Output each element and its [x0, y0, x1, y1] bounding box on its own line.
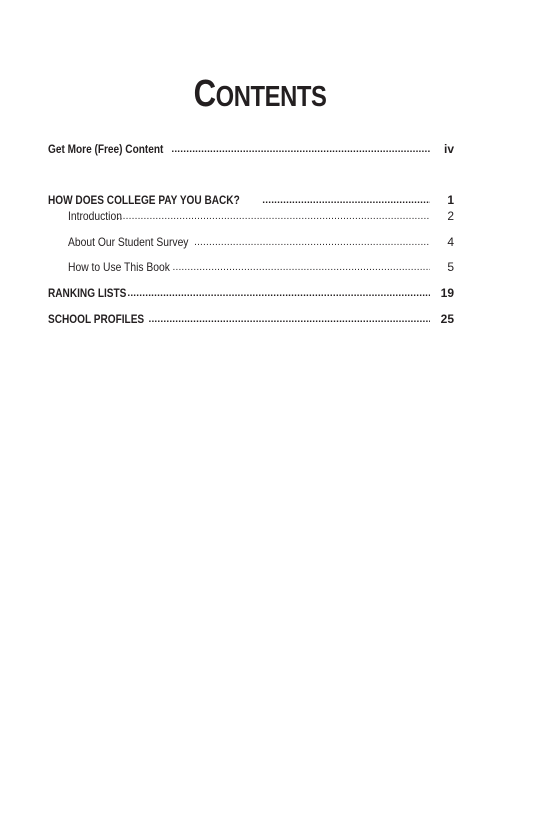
toc-entry-get-more-free-content[interactable] — [48, 140, 454, 156]
dot-leader — [262, 193, 430, 207]
toc-entry-page: 2 — [447, 209, 454, 223]
dot-leader — [127, 286, 430, 300]
page-title-initial: C — [193, 73, 216, 115]
toc-entry-label: Introduction — [68, 209, 122, 223]
toc-entry-label: How to Use This Book — [68, 260, 170, 274]
toc-entry-introduction[interactable] — [48, 207, 454, 223]
toc-entry-page: 19 — [440, 286, 454, 300]
toc-entry-how-does-college-pay-you-back[interactable] — [48, 191, 454, 207]
dot-leader — [148, 312, 430, 326]
toc-entry-label: RANKING LISTS — [48, 286, 127, 300]
toc-entry-label: HOW DOES COLLEGE PAY YOU BACK? — [48, 193, 240, 207]
toc-entry-how-to-use-this-book[interactable] — [48, 258, 454, 274]
toc-entry-ranking-lists[interactable] — [48, 284, 454, 300]
toc-entry-page: 5 — [447, 260, 454, 274]
dot-leader — [171, 142, 430, 156]
toc-entry-label: Get More (Free) Content — [48, 142, 164, 156]
page-title-rest: ONTENTS — [215, 81, 327, 113]
toc-entry-page: 1 — [447, 193, 454, 207]
dot-leader — [194, 235, 430, 249]
page-title — [47, 70, 473, 121]
toc-entry-page: 4 — [447, 235, 454, 249]
toc-entry-label: SCHOOL PROFILES — [48, 312, 145, 326]
toc-entry-page: iv — [443, 142, 454, 156]
dot-leader — [173, 260, 431, 274]
toc-entry-label: About Our Student Survey — [68, 235, 189, 249]
toc-entry-about-our-student-survey[interactable] — [48, 233, 454, 249]
toc-entry-school-profiles[interactable] — [48, 310, 454, 326]
toc-entry-page: 25 — [440, 312, 454, 326]
dot-leader — [117, 209, 430, 223]
